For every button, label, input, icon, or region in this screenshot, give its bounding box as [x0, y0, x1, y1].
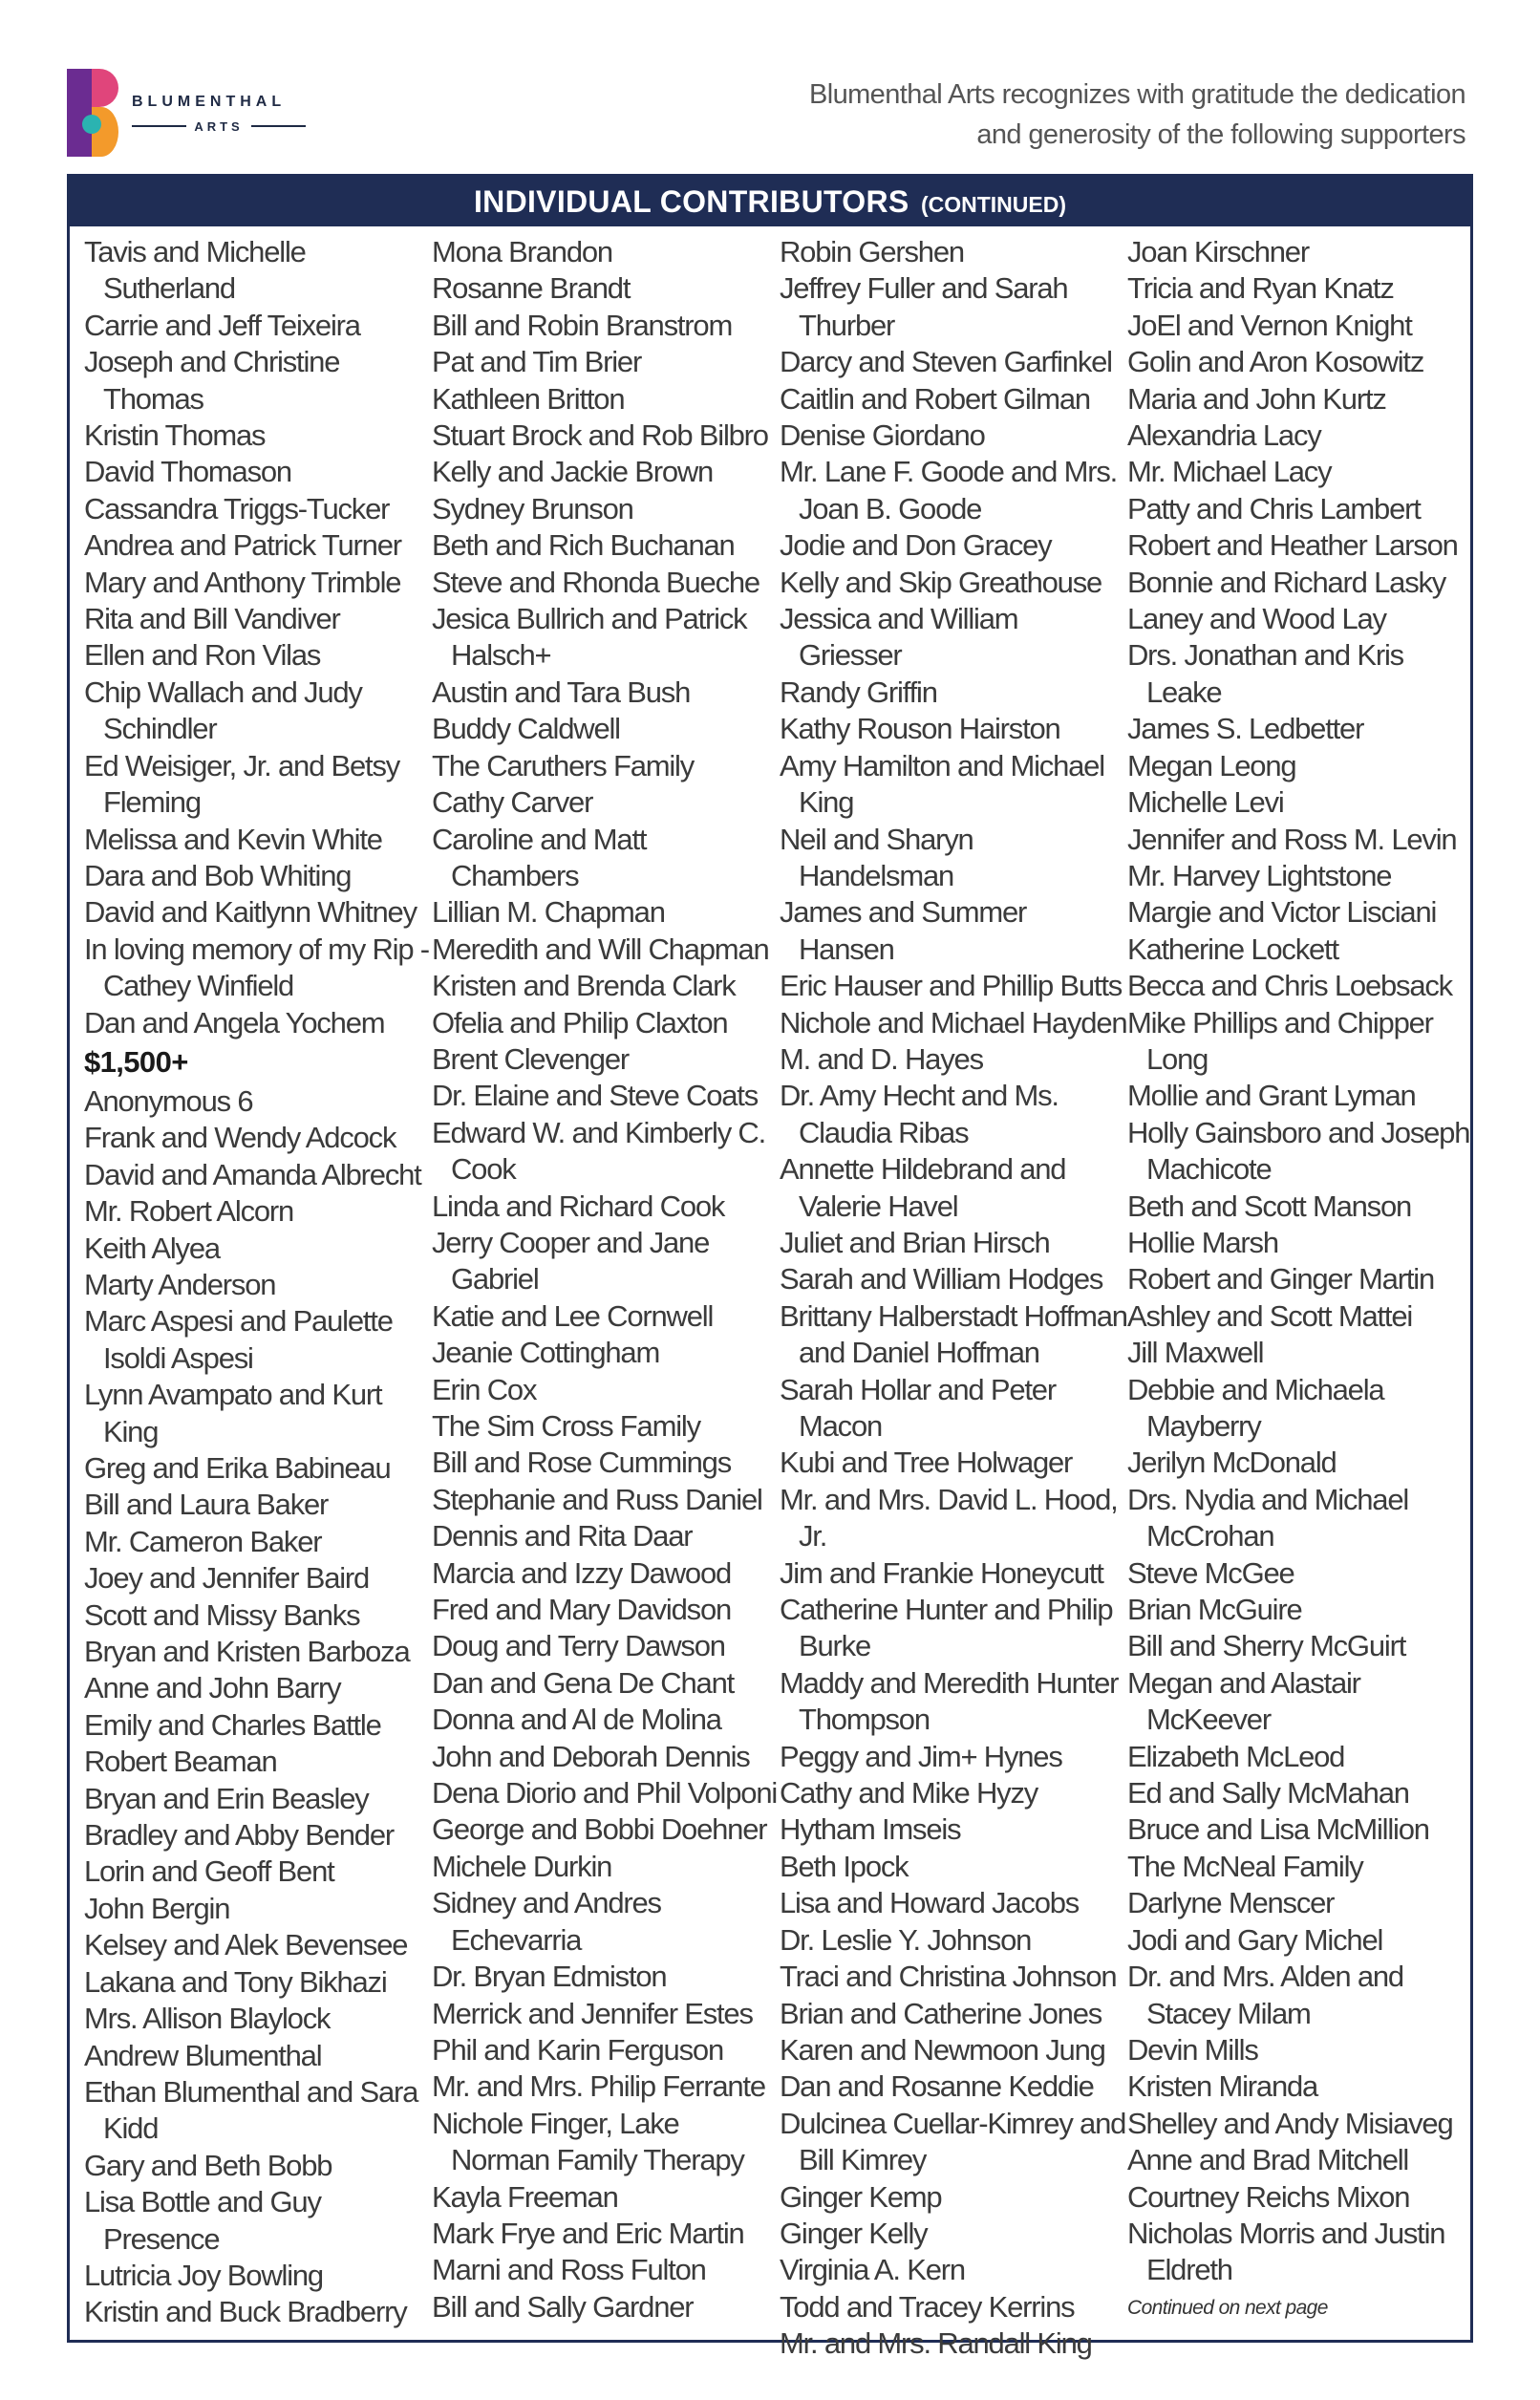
contributor-name: Brian and Catherine Jones: [780, 1996, 1102, 2030]
contributor-name: Dara and Bob Whiting: [84, 858, 352, 892]
section-header: [70, 177, 1470, 226]
contributor-name: Marni and Ross Fulton: [432, 2253, 706, 2287]
contributor-name: David Thomason: [84, 455, 291, 489]
contributor-name: Kathy Rouson Hairston: [780, 712, 1060, 746]
contributor-name: Jesica Bullrich and Patrick Halsch+: [432, 602, 747, 673]
contributor-name: Beth Ipock: [780, 1849, 909, 1883]
contributor-name: Lillian M. Chapman: [432, 895, 665, 930]
contributor-name: Joey and Jennifer Baird: [84, 1561, 370, 1596]
contributor-name: Jeanie Cottingham: [432, 1336, 660, 1370]
contributor-name: Jerry Cooper and Jane Gabriel: [432, 1225, 710, 1296]
contributor-name: Becca and Chris Loebsack: [1127, 969, 1452, 1003]
contributor-name: Mark Frye and Eric Martin: [432, 2216, 744, 2250]
contributor-name: Lorin and Geoff Bent: [84, 1854, 334, 1889]
contributor-name: Carrie and Jeff Teixeira: [84, 308, 360, 342]
contributor-name: JoEl and Vernon Knight: [1127, 308, 1412, 342]
contributor-name: Holly Gainsboro and Joseph Machicote: [1127, 1115, 1470, 1187]
logo-rule-left: [132, 125, 186, 127]
contributor-name: Drs. Jonathan and Kris Leake: [1127, 638, 1403, 709]
contributor-name: Lakana and Tony Bikhazi: [84, 1964, 387, 1999]
contributor-name: Lynn Avampato and Kurt King: [84, 1378, 382, 1448]
contributor-name: Rita and Bill Vandiver: [84, 602, 340, 636]
contributor-name: Fred and Mary Davidson: [432, 1593, 732, 1627]
contributor-name: Lutricia Joy Bowling: [84, 2258, 323, 2292]
contributor-name: Mr. and Mrs. David L. Hood, Jr.: [780, 1482, 1118, 1554]
contributor-name: Bill and Sally Gardner: [432, 2289, 694, 2324]
contributor-name: Dr. and Mrs. Alden and Stacey Milam: [1127, 1960, 1403, 2030]
contributor-name: Sydney Brunson: [432, 491, 633, 525]
contributor-name: Megan Leong: [1127, 748, 1296, 782]
contributor-name: Lisa and Howard Jacobs: [780, 1886, 1080, 1920]
contributor-name: Bill and Robin Branstrom: [432, 308, 733, 342]
contributor-name: The McNeal Family: [1127, 1849, 1363, 1883]
contributor-name: Bill and Rose Cummings: [432, 1446, 732, 1480]
contributor-name: Annette Hildebrand and Valerie Havel: [780, 1152, 1066, 1223]
contributor-name: M. and D. Hayes: [780, 1041, 983, 1076]
contributor-name: Brent Clevenger: [432, 1041, 630, 1076]
logo-rule-right: [251, 125, 306, 127]
contributor-name: Maria and John Kurtz: [1127, 381, 1386, 416]
column-3: [780, 234, 1127, 2361]
contributor-name: Andrea and Patrick Turner: [84, 528, 401, 563]
contributor-name: Doug and Terry Dawson: [432, 1629, 725, 1663]
contributor-name: Sidney and Andres Echevarria: [432, 1886, 661, 1957]
contributor-name: Mary and Anthony Trimble: [84, 565, 401, 599]
contributor-name: George and Bobbi Doehner: [432, 1812, 767, 1847]
tagline: [682, 75, 1465, 155]
contributor-name: In loving memory of my Rip - Cathey Winfield: [84, 932, 429, 1003]
contributor-name: Catherine Hunter and Philip Burke: [780, 1593, 1113, 1663]
contributor-list-4: [1127, 234, 1475, 2289]
contributor-name: Mike Phillips and Chipper Long: [1127, 1005, 1433, 1076]
contributor-name: Pat and Tim Brier: [432, 345, 642, 379]
contributor-name: James and Summer Hansen: [780, 895, 1027, 966]
contributor-name: Phil and Karin Ferguson: [432, 2032, 723, 2067]
contributor-name: Marc Aspesi and Paulette Isoldi Aspesi: [84, 1304, 393, 1375]
contributor-name: Mollie and Grant Lyman: [1127, 1079, 1416, 1113]
contributor-name: James S. Ledbetter: [1127, 712, 1364, 746]
contributor-name: Linda and Richard Cook: [432, 1189, 725, 1223]
contributor-name: Tavis and Michelle Sutherland: [84, 235, 306, 306]
contributor-name: Ed Weisiger, Jr. and Betsy Fleming: [84, 748, 400, 820]
contributor-name: Kelly and Skip Greathouse: [780, 565, 1102, 599]
contributor-name: Stephanie and Russ Daniel: [432, 1482, 762, 1516]
contributor-list-3: [780, 234, 1127, 2363]
logo-mark-icon: [67, 69, 118, 157]
section-subtitle: (CONTINUED): [920, 192, 1066, 217]
contributor-name: Mr. and Mrs. Philip Ferrante: [432, 2069, 765, 2104]
contributor-name: Elizabeth McLeod: [1127, 1739, 1345, 1773]
contributor-name: Megan and Alastair McKeever: [1127, 1665, 1360, 1737]
contributor-name: Steve and Rhonda Bueche: [432, 565, 759, 599]
contributor-name: Patty and Chris Lambert: [1127, 491, 1421, 525]
contributor-name: Jessica and William Griesser: [780, 602, 1018, 673]
contributor-name: Courtney Reichs Mixon: [1127, 2179, 1410, 2214]
contributor-name: Ellen and Ron Vilas: [84, 638, 321, 673]
contributor-name: Michelle Levi: [1127, 785, 1284, 820]
contributor-name: Mr. Cameron Baker: [84, 1524, 322, 1558]
contributor-name: Merrick and Jennifer Estes: [432, 1996, 753, 2030]
contributor-name: Drs. Nydia and Michael McCrohan: [1127, 1482, 1409, 1554]
contributor-name: Kristin Thomas: [84, 418, 266, 453]
contributor-name: Katie and Lee Cornwell: [432, 1298, 714, 1333]
contributor-name: Jodi and Gary Michel: [1127, 1922, 1383, 1957]
contributor-name: Ginger Kemp: [780, 2179, 942, 2214]
contributor-name: Lisa Bottle and Guy Presence: [84, 2185, 321, 2256]
logo-wordmark: BLUMENTHAL: [132, 94, 287, 110]
contributor-name: John Bergin: [84, 1891, 230, 1925]
contributor-name: Jim and Frankie Honeycutt: [780, 1555, 1103, 1590]
contributor-name: Virginia A. Kern: [780, 2253, 965, 2287]
column-1: [84, 234, 432, 2329]
contributor-name: Mr. Robert Alcorn: [84, 1194, 294, 1229]
contributor-name: Robin Gershen: [780, 235, 964, 268]
contributor-name: Emily and Charles Battle: [84, 1707, 381, 1742]
contributor-name: Beth and Scott Manson: [1127, 1189, 1412, 1223]
contributor-name: Kristen and Brenda Clark: [432, 969, 736, 1003]
contributor-name: Darcy and Steven Garfinkel: [780, 345, 1112, 379]
contributor-list-2: [432, 234, 780, 2325]
contributor-name: Tricia and Ryan Knatz: [1127, 271, 1394, 306]
contributor-name: Eric Hauser and Phillip Butts: [780, 969, 1123, 1003]
tagline-line-1: Blumenthal Arts recognizes with gratitude the dedication: [809, 79, 1465, 110]
contributor-name: Randy Griffin: [780, 675, 937, 709]
contributor-name: Dulcinea Cuellar-Kimrey and Bill Kimrey: [780, 2106, 1126, 2177]
contributor-name: Erin Cox: [432, 1372, 537, 1406]
contributor-name: Ed and Sally McMahan: [1127, 1776, 1409, 1811]
contributor-name: Mrs. Allison Blaylock: [84, 2002, 331, 2036]
contributor-name: Denise Giordano: [780, 418, 985, 453]
contributor-name: Andrew Blumenthal: [84, 2038, 322, 2072]
contributor-name: Golin and Aron Kosowitz: [1127, 345, 1424, 379]
contributor-name: Austin and Tara Bush: [432, 675, 691, 709]
contributor-name: Darlyne Menscer: [1127, 1886, 1335, 1920]
contributor-name: David and Amanda Albrecht: [84, 1157, 421, 1191]
contributor-name: Hytham Imseis: [780, 1812, 961, 1847]
contributor-name: Juliet and Brian Hirsch: [780, 1225, 1050, 1259]
section-title: INDIVIDUAL CONTRIBUTORS: [473, 184, 909, 219]
contributor-name: Dr. Bryan Edmiston: [432, 1960, 667, 1994]
contributor-name: Meredith and Will Chapman: [432, 932, 769, 966]
contributor-name: Kelsey and Alek Bevensee: [84, 1928, 408, 1962]
contributor-name: The Caruthers Family: [432, 748, 695, 782]
contributor-name: Michele Durkin: [432, 1849, 612, 1883]
contributor-name: Mona Brandon: [432, 235, 612, 268]
contributor-name: Nichole Finger, Lake Norman Family Therapy: [432, 2106, 744, 2177]
contributor-name: Dennis and Rita Daar: [432, 1519, 693, 1554]
contributor-name: Rosanne Brandt: [432, 271, 631, 306]
contributor-name: Karen and Newmoon Jung: [780, 2032, 1105, 2067]
contributor-name: Dr. Amy Hecht and Ms. Claudia Ribas: [780, 1079, 1059, 1149]
contributor-columns: [84, 234, 1470, 2361]
contributor-name: Mr. Michael Lacy: [1127, 455, 1332, 489]
contributor-name: Marty Anderson: [84, 1267, 276, 1301]
contributor-name: Joseph and Christine Thomas: [84, 345, 340, 416]
contributor-name: Alexandria Lacy: [1127, 418, 1321, 453]
contributor-name: Ginger Kelly: [780, 2216, 928, 2250]
contributor-name: Ethan Blumenthal and Sara Kidd: [84, 2074, 418, 2146]
contributor-name: Dan and Angela Yochem: [84, 1005, 385, 1039]
contributor-name: Gary and Beth Bobb: [84, 2148, 332, 2182]
contributor-name: Amy Hamilton and Michael King: [780, 748, 1104, 820]
contributor-list-1: [84, 234, 432, 2331]
contributor-name: Hollie Marsh: [1127, 1225, 1278, 1259]
contributor-name: Robert Beaman: [84, 1745, 277, 1779]
contributor-name: Sarah Hollar and Peter Macon: [780, 1372, 1056, 1443]
contributor-name: Caitlin and Robert Gilman: [780, 381, 1090, 416]
contributor-name: Marcia and Izzy Dawood: [432, 1555, 732, 1590]
contributor-name: Cathy and Mike Hyzy: [780, 1776, 1038, 1811]
contributor-name: Ofelia and Philip Claxton: [432, 1005, 728, 1039]
contributor-name: Robert and Ginger Martin: [1127, 1262, 1434, 1296]
contributor-name: Mr. Lane F. Goode and Mrs. Joan B. Goode: [780, 455, 1118, 525]
contributor-name: Bill and Sherry McGuirt: [1127, 1629, 1406, 1663]
contributor-name: Bonnie and Richard Lasky: [1127, 565, 1446, 599]
contributor-name: Jeffrey Fuller and Sarah Thurber: [780, 271, 1068, 342]
contributor-name: The Sim Cross Family: [432, 1409, 700, 1443]
contributor-name: Bryan and Erin Beasley: [84, 1781, 369, 1815]
column-2: [432, 234, 780, 2324]
contributor-name: Bruce and Lisa McMillion: [1127, 1812, 1429, 1847]
contributor-name: Keith Alyea: [84, 1231, 220, 1265]
contributor-name: Scott and Missy Banks: [84, 1597, 360, 1632]
giving-level-heading: $1,500+: [84, 1044, 188, 1079]
contributor-name: John and Deborah Dennis: [432, 1739, 750, 1773]
contributor-name: Mr. Harvey Lightstone: [1127, 858, 1392, 892]
contributor-name: Brittany Halberstadt Hoffman and Daniel Hoffman: [780, 1298, 1127, 1370]
contributor-name: Devin Mills: [1127, 2032, 1258, 2067]
contributor-name: Nicholas Morris and Justin Eldreth: [1127, 2216, 1445, 2287]
contributor-name: Neil and Sharyn Handelsman: [780, 822, 973, 892]
contributor-name: Jill Maxwell: [1127, 1336, 1264, 1370]
contributor-name: Kayla Freeman: [432, 2179, 618, 2214]
contributor-name: Dena Diorio and Phil Volponi: [432, 1776, 778, 1811]
contributor-name: Ashley and Scott Mattei: [1127, 1298, 1413, 1333]
contributor-name: Debbie and Michaela Mayberry: [1127, 1372, 1384, 1443]
contributor-name: Buddy Caldwell: [432, 712, 620, 746]
logo-subtitle-text: ARTS: [194, 118, 244, 134]
contributor-name: Peggy and Jim+ Hynes: [780, 1739, 1062, 1773]
contributor-name: Nichole and Michael Hayden: [780, 1005, 1127, 1039]
contributor-name: Stuart Brock and Rob Bilbro: [432, 418, 768, 453]
contributor-name: Kubi and Tree Holwager: [780, 1446, 1073, 1480]
contributor-name: Robert and Heather Larson: [1127, 528, 1458, 563]
contributor-name: Dr. Leslie Y. Johnson: [780, 1922, 1032, 1957]
contributor-name: Jerilyn McDonald: [1127, 1446, 1337, 1480]
contributors-box: [67, 174, 1473, 2361]
logo-subtitle: [132, 117, 306, 136]
contributor-name: Greg and Erika Babineau: [84, 1451, 391, 1485]
contributor-name: Sarah and William Hodges: [780, 1262, 1103, 1296]
contributor-name: Todd and Tracey Kerrins: [780, 2289, 1075, 2324]
contributor-name: Beth and Rich Buchanan: [432, 528, 735, 563]
contributor-name: Chip Wallach and Judy Schindler: [84, 675, 362, 746]
contributor-name: Bill and Laura Baker: [84, 1488, 329, 1522]
contributor-name: Maddy and Meredith Hunter Thompson: [780, 1665, 1119, 1737]
contributor-name: Laney and Wood Lay: [1127, 602, 1386, 636]
contributor-name: Dr. Elaine and Steve Coats: [432, 1079, 759, 1113]
continued-note: Continued on next page: [1127, 2296, 1328, 2319]
contributor-name: Melissa and Kevin White: [84, 822, 382, 856]
contributor-name: Kristen Miranda: [1127, 2069, 1318, 2104]
contributor-name: Anne and John Barry: [84, 1671, 341, 1705]
contributor-name: Frank and Wendy Adcock: [84, 1121, 396, 1155]
contributor-name: Cassandra Triggs-Tucker: [84, 491, 390, 525]
contributor-name: Donna and Al de Molina: [432, 1703, 721, 1737]
contributor-name: Kelly and Jackie Brown: [432, 455, 714, 489]
contributor-name: Kathleen Britton: [432, 381, 625, 416]
contributor-name: Steve McGee: [1127, 1555, 1294, 1590]
contributor-name: Caroline and Matt Chambers: [432, 822, 647, 892]
contributor-name: Katherine Lockett: [1127, 932, 1338, 966]
contributor-name: Brian McGuire: [1127, 1593, 1302, 1627]
tagline-line-2: and generosity of the following supporters: [976, 119, 1465, 150]
column-4: [1127, 234, 1475, 2321]
contributor-name: Jennifer and Ross M. Levin: [1127, 822, 1457, 856]
contributor-name: Mr. and Mrs. Randall King: [780, 2326, 1092, 2361]
contributor-name: Jodie and Don Gracey: [780, 528, 1052, 563]
contributor-name: Traci and Christina Johnson: [780, 1960, 1117, 1994]
contributor-name: Shelley and Andy Misiaveg: [1127, 2106, 1453, 2140]
contributor-name: Bradley and Abby Bender: [84, 1818, 394, 1853]
blumenthal-arts-logo: [67, 69, 325, 157]
contributor-name: Anne and Brad Mitchell: [1127, 2143, 1409, 2177]
contributor-name: Joan Kirschner: [1127, 235, 1309, 268]
contributor-name: Kristin and Buck Bradberry: [84, 2295, 407, 2329]
contributor-name: David and Kaitlynn Whitney: [84, 895, 417, 930]
contributor-name: Dan and Gena De Chant: [432, 1665, 735, 1700]
contributor-name: Anonymous 6: [84, 1083, 253, 1118]
contributor-name: Dan and Rosanne Keddie: [780, 2069, 1094, 2104]
contributor-name: Edward W. and Kimberly C. Cook: [432, 1115, 766, 1187]
contributor-name: Margie and Victor Lisciani: [1127, 895, 1437, 930]
contributor-name: Bryan and Kristen Barboza: [84, 1635, 410, 1669]
contributor-name: Cathy Carver: [432, 785, 593, 820]
